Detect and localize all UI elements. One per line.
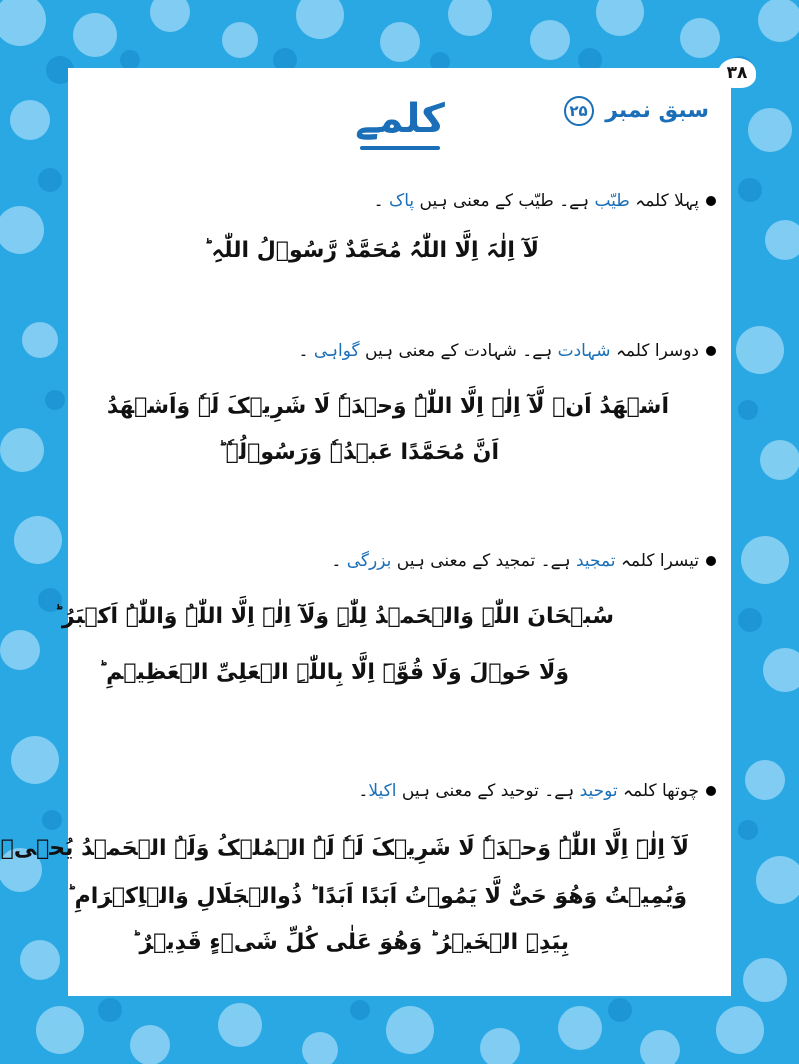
kalima-1-name: طیّب — [594, 191, 630, 211]
kalima-2-line-1: اَشۡھَدُ اَنۡ لَّآ اِلٰہَ اِلَّا اللّٰہُ وَحۡدَہٗ لَا شَرِیۡکَ لَہٗ وَاَشۡھَدُ — [106, 394, 669, 419]
kalima-4-intro: چوتھا کلمہ توحید ہے۔ توحید کے معنی ہیں اکیلا۔ — [358, 781, 699, 801]
kalima-3-line-2: وَلَا حَوۡلَ وَلَا قُوَّۃَ اِلَّا بِاللّٰہِ الۡعَلِیِّ الۡعَظِیۡمِ ؕ — [98, 660, 569, 685]
kalima-3-intro: تیسرا کلمہ تمجید ہے۔ تمجید کے معنی ہیں بزرگی ۔ — [331, 551, 699, 571]
kalima-2-intro: دوسرا کلمہ شہادت ہے۔ شہادت کے معنی ہیں گواہی ۔ — [298, 341, 699, 361]
lesson-title — [564, 96, 709, 126]
kalima-4-line-1: لَآ اِلٰہَ اِلَّا اللّٰہُ وَحۡدَہٗ لَا شَرِیۡکَ لَہٗ لَہُ الۡمُلۡکُ وَلَہُ الۡحَمۡدُ یُحۡیٖ — [0, 836, 689, 861]
heading-underline — [360, 146, 440, 150]
kalima-4-name: توحید — [579, 781, 618, 801]
kalima-1-line-1: لَآ اِلٰہَ اِلَّا اللّٰہُ مُحَمَّدٌ رَّسُوۡلُ اللّٰہِ ؕ — [203, 238, 539, 263]
kalima-2-line-2: اَنَّ مُحَمَّدًا عَبۡدُہٗ وَرَسُوۡلُہٗ ؕ — [218, 440, 499, 465]
kalima-4-meaning: اکیلا — [368, 781, 397, 801]
kalima-3-meaning: بزرگی — [346, 551, 392, 571]
kalima-1-intro: پہلا کلمہ طیّب ہے۔ طیّب کے معنی ہیں پاک ۔ — [373, 191, 699, 211]
kalima-4-line-2: وَیُمِیۡتُ وَھُوَ حَیٌّ لَّا یَمُوۡتُ اَبَدًا اَبَدًا ؕ ذُوالۡجَلَالِ وَالۡاِکۡرَامِ ؕ — [66, 884, 687, 909]
page-number: ۳۸ — [718, 58, 756, 88]
bullet-2 — [706, 346, 716, 356]
bullet-1 — [706, 196, 716, 206]
bullet-4 — [706, 786, 716, 796]
kalima-3-line-1: سُبۡحَانَ اللّٰہِ وَالۡحَمۡدُ لِلّٰہِ وَلَآ اِلٰہَ اِلَّا اللّٰہُ وَاللّٰہُ اَکۡبَرُ ؕ — [54, 604, 614, 629]
kalima-2-name: شہادت — [557, 341, 611, 361]
bullet-3 — [706, 556, 716, 566]
lesson-number: ۲۵ — [564, 96, 594, 126]
kalima-1-meaning: پاک — [388, 191, 415, 211]
kalima-4-line-3: بِیَدِہِ الۡخَیۡرُ ؕ وَھُوَ عَلٰی کُلِّ شَیۡءٍ قَدِیۡرٌ ؕ — [131, 930, 569, 955]
kalima-3-name: تمجید — [575, 551, 616, 571]
kalima-2-meaning: گواہی — [313, 341, 360, 361]
page-heading: کلمے — [355, 96, 445, 142]
lesson-label: سبق نمبر — [605, 98, 709, 123]
